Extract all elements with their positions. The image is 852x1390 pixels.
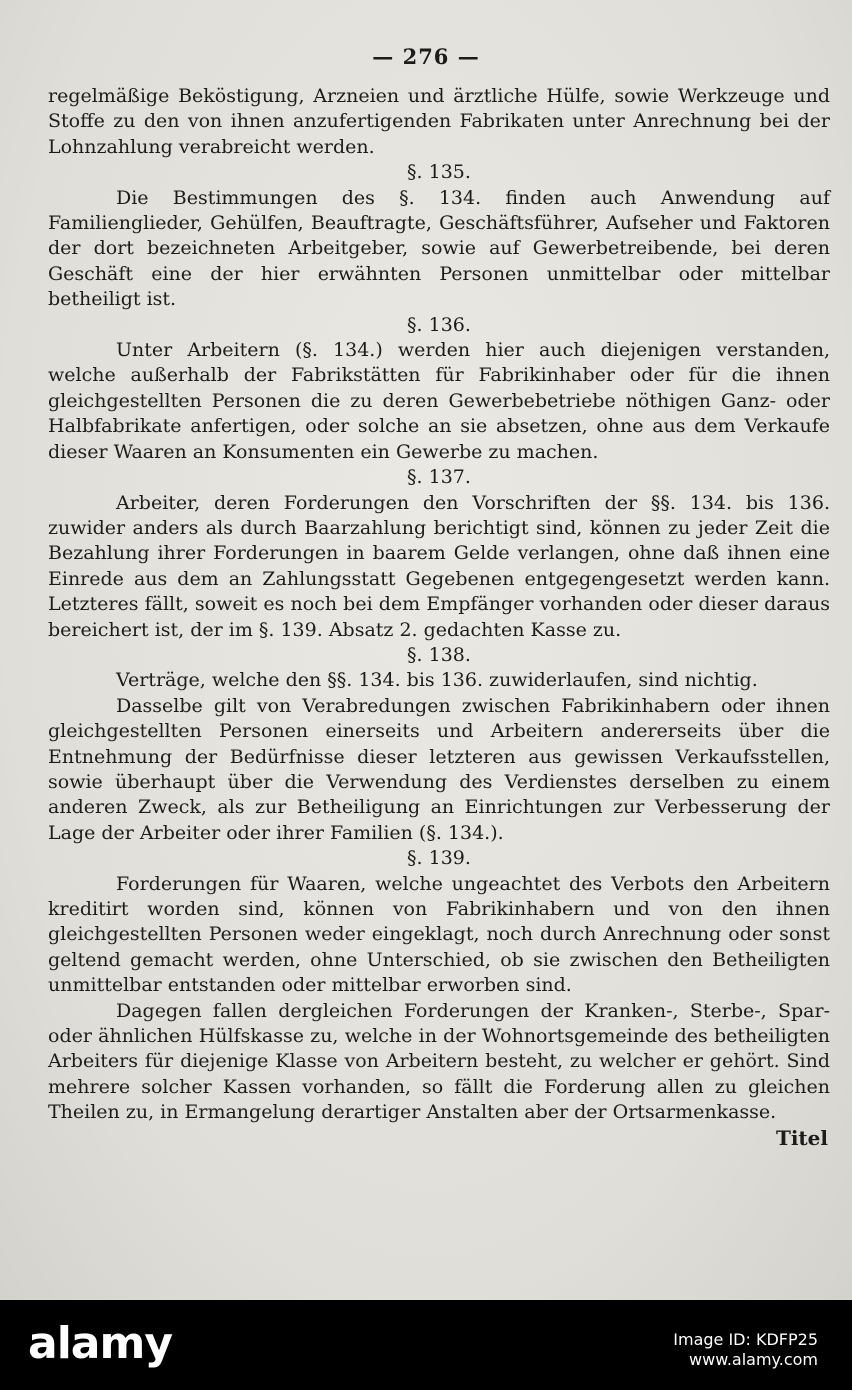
paragraph: Verträge, welche den §§. 134. bis 136. zuwiderlaufen, sind nichtig.: [116, 669, 758, 692]
section-heading: §. 136.: [407, 313, 471, 336]
page-body: [48, 84, 830, 1151]
paragraph: Forderungen für Waaren, welche ungeachtet des Verbots den Arbeitern kreditirt worden sind, können von Fabrikinhabern und von den ihnen gleichgestellten Personen weder eingeklagt, noch durch Anrechnung oder sonst geltend gemacht werden, ohne Unterschied, ob sie zwischen den Betheiligten unmittelbar entstanden oder mittelbar erworben sind.: [48, 872, 830, 997]
paragraph: regelmäßige Beköstigung, Arzneien und ärztliche Hülfe, sowie Werkzeuge und Stoffe zu den von ihnen anzufertigenden Fabrikaten unter Anrechnung bei der Lohnzahlung verabreicht werden.: [48, 85, 830, 158]
section-heading: §. 137.: [407, 466, 471, 489]
stock-url: www.alamy.com: [689, 1350, 818, 1369]
paragraph: Die Bestimmungen des §. 134. finden auch Anwendung auf Familienglieder, Gehülfen, Beauftragte, Geschäftsführer, Aufseher und Faktoren der dort bezeichneten Arbeitgeber, sowie auf Gewerbetreibende, bei deren Geschäft eine der hier erwähnten Personen unmittelbar oder mittelbar betheiligt ist.: [48, 186, 830, 311]
paragraph: Dasselbe gilt von Verabredungen zwischen Fabrikinhabern oder ihnen gleichgestellten Personen einerseits und Arbeitern andererseits über die Entnehmung der Bedürfnisse dieser letzteren aus gewissen Verkaufsstellen, sowie überhaupt über die Verwendung des Verdienstes derselben zu einem anderen Zweck, als zur Betheiligung an Einrichtungen zur Verbesserung der Lage der Arbeiter oder ihrer Familien (§. 134.).: [48, 694, 830, 844]
section-heading: §. 138.: [407, 643, 471, 666]
stock-image-id-text: Image ID: KDFP25: [673, 1330, 818, 1349]
catchword: Titel: [775, 1125, 828, 1150]
paragraph: Arbeiter, deren Forderungen den Vorschriften der §§. 134. bis 136. zuwider anders als durch Baarzahlung berichtigt sind, können zu jeder Zeit die Bezahlung ihrer Forderungen in baarem Gelde verlangen, ohne daß ihnen eine Einrede aus dem an Zahlungsstatt Gegebenen entgegengesetzt werden kann. Letzteres fällt, soweit es noch bei dem Empfänger vorhanden oder dieser daraus bereichert ist, der im §. 139. Absatz 2. gedachten Kasse zu.: [48, 491, 830, 641]
alamy-logo: alamy: [28, 1318, 172, 1369]
paragraph: Unter Arbeitern (§. 134.) werden hier auch diejenigen verstanden, welche außerhalb der Fabrikstätten für Fabrikinhaber oder für die ihnen gleichgestellten Personen die zu deren Gewerbebetriebe nöthigen Ganz- oder Halbfabrikate anfertigen, oder solche an sie absetzen, ohne aus dem Verkaufe dieser Waaren an Konsumenten ein Gewerbe zu machen.: [48, 339, 830, 463]
section-heading: §. 135.: [407, 161, 471, 184]
paragraph: Dagegen fallen dergleichen Forderungen der Kranken-, Sterbe-, Spar- oder ähnlichen Hülfskasse zu, welche in der Wohnortsgemeinde des betheiligten Arbeiters für diejenige Klasse von Arbeitern besteht, zu welcher er gehört. Sind mehrere solcher Kassen vorhanden, so fällt die Forderung allen zu gleichen Theilen zu, in Ermangelung derartiger Anstalten aber der Ortsarmenkasse.: [48, 999, 830, 1124]
stock-image-id: [673, 1330, 818, 1370]
page-number: — 276 —: [372, 44, 480, 69]
section-heading: §. 139.: [407, 847, 471, 870]
